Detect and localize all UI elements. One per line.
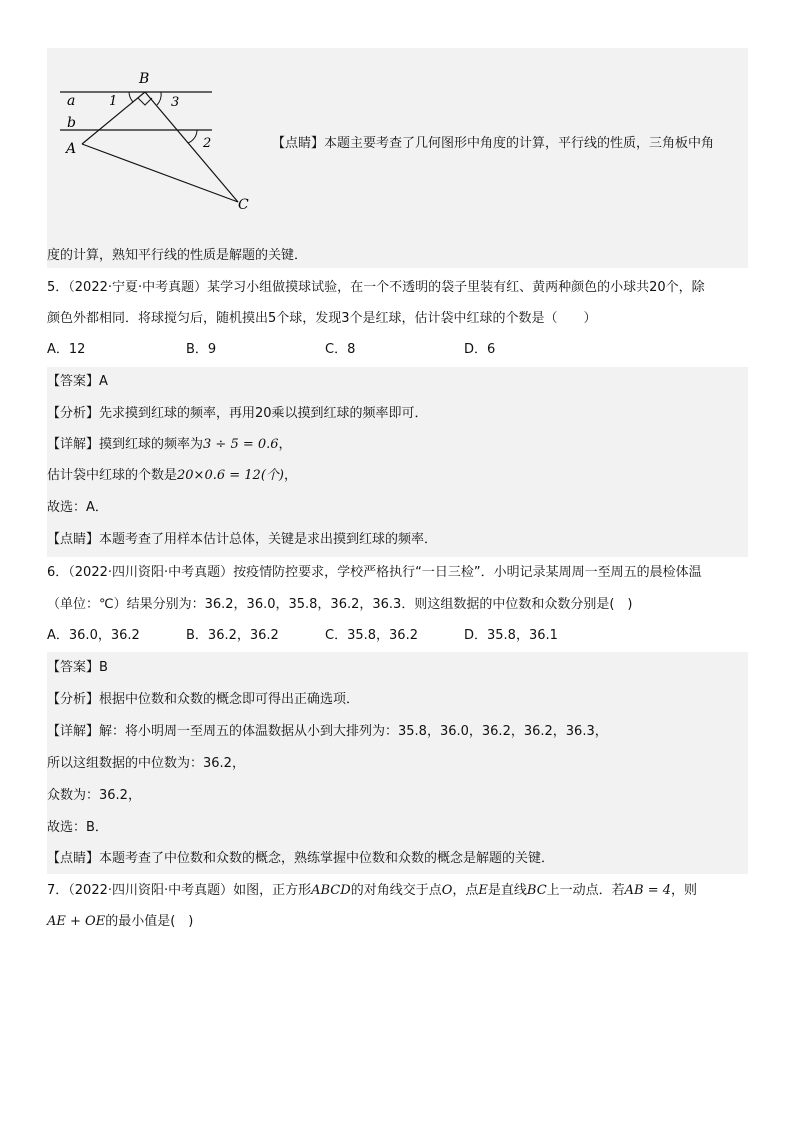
q5-option-c: C．8 xyxy=(325,342,356,357)
q5-detail1-text: 【详解】摸到红球的频率为 xyxy=(47,437,204,452)
q7-text-d: 是直线 xyxy=(487,883,527,898)
q7-text-c: ，点 xyxy=(452,883,479,898)
angle-3-arc xyxy=(157,92,161,105)
q5-detail-line2 xyxy=(47,466,297,486)
q4-dianjing-line2: 度的计算，熟知平行线的性质是解题的关键． xyxy=(47,248,308,263)
q5-option-a: A．12 xyxy=(47,342,86,357)
q7-text-b: 的对角线交于点 xyxy=(350,883,442,898)
q4-dianjing-line1 xyxy=(272,134,714,154)
q7-math-ab4: AB = 4 xyxy=(624,883,672,898)
q7-math-o: O xyxy=(441,883,453,898)
geometry-figure xyxy=(55,65,270,215)
q5-analysis: 【分析】先求摸到红球的频率，再用20乘以摸到红球的频率即可． xyxy=(47,406,428,421)
q7-text-a: 7．（2022·四川资阳·中考真题）如图，正方形 xyxy=(47,883,312,898)
q5-stem-line2: 颜色外都相同．将球搅匀后，随机摸出5个球，发现3个是红球，估计袋中红球的个数是（ ） xyxy=(47,311,597,326)
angle-2-arc xyxy=(188,130,197,143)
q6-option-d: D．35.8，36.1 xyxy=(464,628,558,643)
dianjing-tag: 【点睛】 xyxy=(272,136,325,151)
q7-math-e: E xyxy=(478,883,488,898)
dianjing-text: 本题主要考查了几何图形中角度的计算，平行线的性质，三角板中角 xyxy=(324,136,715,151)
q6-analysis: 【分析】根据中位数和众数的概念即可得出正确选项． xyxy=(47,692,360,707)
q7-text-e: 上一动点．若 xyxy=(546,883,625,898)
label-A: A xyxy=(66,141,77,157)
q7-math-abcd: ABCD xyxy=(311,883,351,898)
q5-stem-line1: 5．（2022·宁夏·中考真题）某学习小组做摸球试验，在一个不透明的袋子里装有红、黄两种颜色的小球共20个，除 xyxy=(47,280,705,295)
q5-detail1-suffix: ， xyxy=(278,437,292,452)
segment-ac xyxy=(82,144,238,202)
q6-dianjing: 【点睛】本题考查了中位数和众数的概念，熟练掌握中位数和众数的概念是解题的关键． xyxy=(47,851,555,866)
q5-detail1-math: 3 ÷ 5 = 0.6 xyxy=(203,437,279,452)
q6-option-c: C．35.8，36.2 xyxy=(325,628,418,643)
q6-choose: 故选：B． xyxy=(47,820,108,835)
q7-math-ae-oe: AE + OE xyxy=(47,914,106,929)
q7-stem-line1 xyxy=(47,881,697,901)
q6-detail-line3: 众数为：36.2， xyxy=(47,788,141,803)
q5-dianjing: 【点睛】本题考查了用样本估计总体，关键是求出摸到红球的频率． xyxy=(47,532,438,547)
label-1: 1 xyxy=(109,94,118,109)
q5-option-b: B．9 xyxy=(186,342,217,357)
q5-answer: 【答案】A xyxy=(47,374,108,389)
label-3: 3 xyxy=(171,95,180,110)
q7-text-min: 的最小值是( ) xyxy=(105,914,194,929)
q6-option-a: A．36.0，36.2 xyxy=(47,628,140,643)
q6-option-b: B．36.2，36.2 xyxy=(186,628,279,643)
q6-answer: 【答案】B xyxy=(47,660,108,675)
label-B: B xyxy=(139,71,150,87)
q5-detail2-text: 估计袋中红球的个数是 xyxy=(47,468,178,483)
q7-math-bc: BC xyxy=(526,883,547,898)
label-2: 2 xyxy=(203,136,212,151)
label-C: C xyxy=(238,197,249,213)
q5-detail2-suffix: ， xyxy=(283,468,297,483)
angle-1-arc xyxy=(129,92,133,102)
q7-text-f: ，则 xyxy=(671,883,698,898)
q5-detail-line1 xyxy=(47,435,292,455)
q7-stem-line2 xyxy=(47,912,193,932)
q6-detail-line2: 所以这组数据的中位数为：36.2， xyxy=(47,756,245,771)
q5-choose: 故选：A． xyxy=(47,500,108,515)
label-a: a xyxy=(67,93,76,109)
q5-option-d: D．6 xyxy=(464,342,496,357)
q6-stem-line1: 6．（2022·四川资阳·中考真题）按疫情防控要求，学校严格执行“一日三检”．小明记录某周周一至周五的晨检体温 xyxy=(47,565,702,580)
q6-stem-line2: （单位：℃）结果分别为：36.2，36.0，35.8，36.2，36.3．则这组数据的中位数和众数分别是( ) xyxy=(47,597,633,612)
q6-detail-line1: 【详解】解：将小明周一至周五的体温数据从小到大排列为：35.8，36.0，36.2，36.2，36.3， xyxy=(47,724,608,739)
segment-bc xyxy=(145,92,238,202)
label-b: b xyxy=(67,115,76,131)
q5-detail2-math: 20×0.6 = 12(个) xyxy=(177,468,284,483)
right-angle-mark xyxy=(138,98,152,105)
q5-solution-block xyxy=(47,367,748,557)
